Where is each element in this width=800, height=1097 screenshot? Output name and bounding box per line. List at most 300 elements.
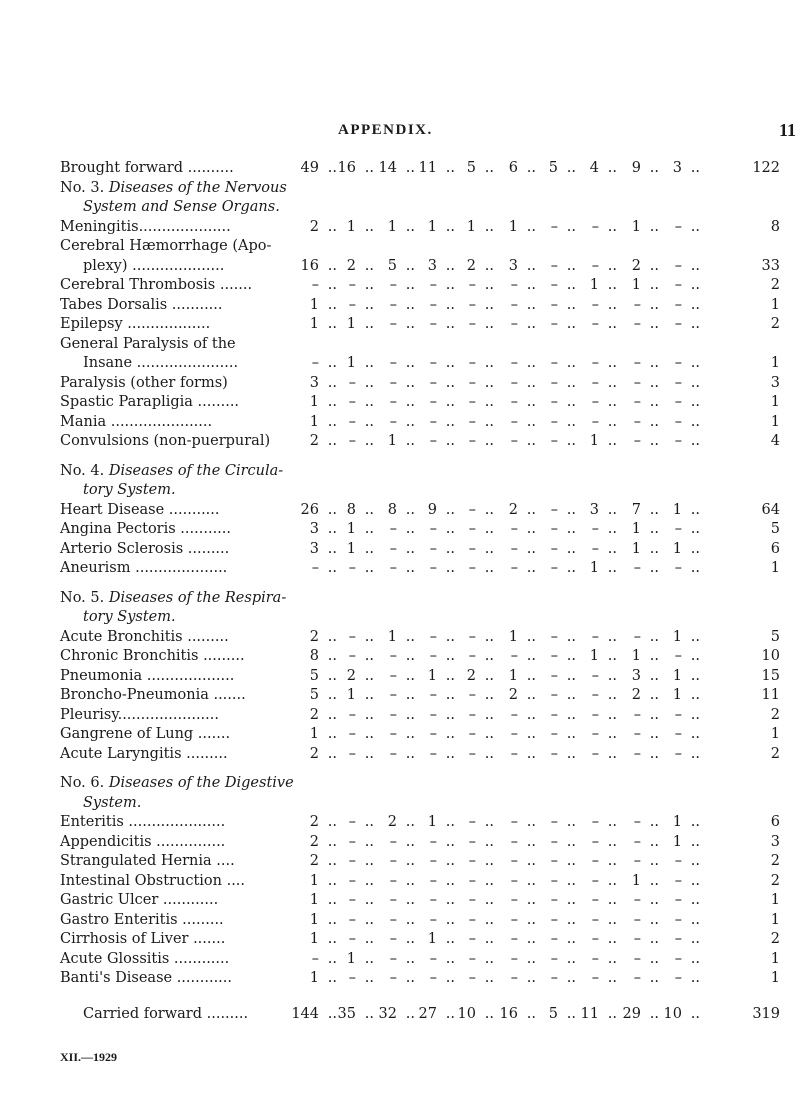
- cell-separator: ..: [690, 433, 700, 449]
- cell-separator: ..: [566, 521, 576, 537]
- table-row: [60, 628, 780, 648]
- cell-value: 2: [466, 257, 476, 274]
- cell-value: –: [389, 355, 397, 371]
- table-row: [60, 872, 780, 892]
- cell-value: –: [311, 560, 319, 576]
- row-label: Chronic Bronchitis .........: [60, 648, 245, 664]
- cell-separator: ..: [364, 355, 374, 371]
- section-heading-text: [60, 589, 286, 609]
- cell-value: –: [389, 911, 397, 928]
- cell-separator: ..: [445, 413, 455, 430]
- cell-value: 14: [378, 160, 397, 176]
- cell-separator: ..: [566, 745, 576, 762]
- cell-separator: ..: [607, 911, 617, 928]
- cell-separator: ..: [484, 667, 494, 684]
- cell-value: –: [591, 706, 599, 723]
- cell-separator: ..: [526, 521, 536, 537]
- cell-value: –: [633, 706, 641, 723]
- row-total: 1: [770, 892, 780, 908]
- section-title: Diseases of the Nervous: [108, 179, 287, 196]
- cell-value: –: [550, 413, 558, 430]
- cell-separator: ..: [607, 355, 617, 371]
- cell-separator: ..: [364, 745, 374, 762]
- cell-value: –: [510, 560, 518, 576]
- cell-value: –: [591, 911, 599, 928]
- row-label: Strangulated Hernia ....: [60, 853, 235, 869]
- cell-value: –: [591, 257, 599, 274]
- cell-value: 5: [466, 160, 476, 176]
- cell-separator: ..: [566, 706, 576, 723]
- cell-value: –: [674, 560, 682, 576]
- cell-value: –: [510, 433, 518, 449]
- cell-separator: ..: [566, 872, 576, 889]
- cell-value: –: [674, 892, 682, 908]
- cell-value: –: [674, 355, 682, 371]
- cell-separator: ..: [607, 872, 617, 889]
- cell-value: –: [591, 628, 599, 645]
- cell-value: –: [674, 433, 682, 449]
- cell-separator: ..: [405, 433, 415, 449]
- cell-separator: ..: [405, 853, 415, 869]
- cell-separator: ..: [566, 833, 576, 850]
- cell-value: 4: [589, 160, 599, 176]
- row-label: Pneumonia ...................: [60, 667, 235, 684]
- cell-separator: ..: [445, 160, 455, 176]
- cell-separator: ..: [484, 394, 494, 410]
- cell-separator: ..: [484, 277, 494, 293]
- row-label: Broncho-Pneumonia .......: [60, 687, 246, 703]
- cell-separator: ..: [405, 521, 415, 537]
- row-label: Acute Bronchitis .........: [60, 628, 229, 645]
- cell-separator: ..: [405, 745, 415, 762]
- cell-separator: ..: [690, 218, 700, 235]
- table-row: [60, 276, 780, 296]
- cell-value: 2: [508, 501, 518, 518]
- cell-separator: ..: [607, 540, 617, 557]
- row-total: 1: [770, 413, 780, 430]
- cell-value: –: [468, 560, 476, 576]
- cell-value: 9: [427, 501, 437, 518]
- cell-value: 1: [309, 413, 319, 430]
- cell-separator: ..: [649, 833, 659, 850]
- cell-separator: ..: [690, 355, 700, 371]
- cell-value: 2: [387, 814, 397, 830]
- cell-separator: ..: [445, 970, 455, 986]
- section-title-continued: System and Sense Organs.: [83, 199, 280, 215]
- row-label: Cerebral Thrombosis .......: [60, 277, 253, 293]
- cell-separator: ..: [526, 687, 536, 703]
- cell-separator: ..: [649, 355, 659, 371]
- cell-value: 1: [346, 218, 356, 235]
- cell-separator: ..: [526, 277, 536, 293]
- cell-value: –: [348, 726, 356, 742]
- cell-value: –: [591, 413, 599, 430]
- row-values: [297, 257, 780, 277]
- cell-separator: ..: [690, 970, 700, 986]
- cell-separator: ..: [690, 853, 700, 869]
- cell-value: 2: [466, 667, 476, 684]
- cell-value: –: [674, 374, 682, 391]
- cell-separator: ..: [690, 726, 700, 742]
- cell-separator: ..: [405, 872, 415, 889]
- cell-value: –: [389, 296, 397, 313]
- row-total: 319: [752, 1005, 780, 1022]
- cell-separator: ..: [484, 296, 494, 313]
- cell-separator: ..: [484, 726, 494, 742]
- cell-value: –: [591, 374, 599, 391]
- brought-forward-row: [60, 159, 780, 179]
- cell-separator: ..: [364, 814, 374, 830]
- table-row-label: [60, 237, 780, 257]
- cell-value: 1: [309, 316, 319, 332]
- cell-separator: ..: [607, 745, 617, 762]
- cell-separator: ..: [445, 911, 455, 928]
- table-row: [60, 354, 780, 374]
- cell-separator: ..: [445, 950, 455, 967]
- cell-separator: ..: [484, 970, 494, 986]
- cell-separator: ..: [607, 931, 617, 947]
- cell-value: –: [674, 931, 682, 947]
- cell-value: –: [468, 970, 476, 986]
- row-label: Acute Glossitis ............: [60, 950, 230, 967]
- cell-separator: ..: [405, 892, 415, 908]
- cell-value: –: [389, 540, 397, 557]
- cell-separator: ..: [649, 950, 659, 967]
- row-values: [297, 930, 780, 950]
- cell-value: 27: [418, 1005, 437, 1022]
- cell-separator: ..: [327, 745, 337, 762]
- cell-separator: ..: [405, 540, 415, 557]
- cell-separator: ..: [445, 648, 455, 664]
- cell-separator: ..: [484, 433, 494, 449]
- cell-value: 1: [427, 218, 437, 235]
- section-number: No. 6.: [60, 775, 105, 791]
- cell-separator: ..: [405, 218, 415, 235]
- row-total: 6: [770, 540, 780, 557]
- cell-value: –: [591, 853, 599, 869]
- cell-separator: ..: [364, 892, 374, 908]
- cell-value: 3: [309, 521, 319, 537]
- cell-value: –: [429, 853, 437, 869]
- cell-separator: ..: [484, 560, 494, 576]
- cell-separator: ..: [445, 1005, 455, 1022]
- cell-separator: ..: [607, 667, 617, 684]
- cell-separator: ..: [405, 277, 415, 293]
- cell-separator: ..: [405, 814, 415, 830]
- cell-value: –: [429, 296, 437, 313]
- cell-value: –: [429, 892, 437, 908]
- table-row: [60, 296, 780, 316]
- cell-value: –: [468, 628, 476, 645]
- row-total: 5: [770, 628, 780, 645]
- cell-separator: ..: [484, 911, 494, 928]
- cell-separator: ..: [327, 667, 337, 684]
- cell-separator: ..: [690, 892, 700, 908]
- cell-value: –: [510, 540, 518, 557]
- cell-value: –: [510, 931, 518, 947]
- row-label: Intestinal Obstruction ....: [60, 872, 246, 889]
- cell-separator: ..: [327, 560, 337, 576]
- section-heading-text: [60, 774, 294, 794]
- cell-value: –: [389, 872, 397, 889]
- cell-separator: ..: [649, 667, 659, 684]
- cell-value: 26: [300, 501, 319, 518]
- cell-value: –: [550, 521, 558, 537]
- cell-value: –: [674, 745, 682, 762]
- row-values: [297, 911, 780, 931]
- cell-value: –: [591, 316, 599, 332]
- cell-separator: ..: [607, 950, 617, 967]
- cell-value: 1: [346, 950, 356, 967]
- cell-separator: ..: [649, 1005, 659, 1022]
- cell-separator: ..: [526, 892, 536, 908]
- cell-value: –: [633, 911, 641, 928]
- cell-separator: ..: [690, 706, 700, 723]
- row-label: Pleurisy......................: [60, 706, 219, 723]
- cell-value: –: [510, 374, 518, 391]
- cell-separator: ..: [526, 1005, 536, 1022]
- cell-value: –: [389, 931, 397, 947]
- cell-separator: ..: [364, 501, 374, 518]
- cell-value: –: [429, 745, 437, 762]
- cell-value: 1: [672, 628, 682, 645]
- cell-value: –: [550, 833, 558, 850]
- table-row: [60, 725, 780, 745]
- cell-separator: ..: [405, 296, 415, 313]
- cell-separator: ..: [566, 970, 576, 986]
- cell-separator: ..: [526, 833, 536, 850]
- cell-separator: ..: [445, 872, 455, 889]
- cell-value: 1: [427, 814, 437, 830]
- cell-value: –: [348, 296, 356, 313]
- cell-value: –: [550, 950, 558, 967]
- row-total: 1: [770, 950, 780, 967]
- cell-separator: ..: [484, 501, 494, 518]
- cell-value: –: [591, 833, 599, 850]
- cell-value: –: [550, 970, 558, 986]
- cell-separator: ..: [327, 853, 337, 869]
- cell-value: –: [348, 970, 356, 986]
- cell-value: –: [550, 931, 558, 947]
- cell-value: –: [348, 628, 356, 645]
- cell-value: –: [633, 726, 641, 742]
- cell-separator: ..: [364, 950, 374, 967]
- cell-value: –: [468, 931, 476, 947]
- cell-separator: ..: [484, 355, 494, 371]
- cell-separator: ..: [405, 950, 415, 967]
- cell-value: 5: [548, 1005, 558, 1022]
- row-label: Gangrene of Lung .......: [60, 726, 231, 742]
- cell-value: –: [348, 560, 356, 576]
- row-label: Brought forward ..........: [60, 160, 234, 176]
- cell-separator: ..: [607, 394, 617, 410]
- cell-value: –: [550, 872, 558, 889]
- cell-separator: ..: [364, 277, 374, 293]
- cell-value: 11: [580, 1005, 599, 1022]
- cell-value: –: [429, 726, 437, 742]
- cell-value: –: [348, 931, 356, 947]
- cell-separator: ..: [364, 394, 374, 410]
- cell-separator: ..: [690, 687, 700, 703]
- cell-value: –: [468, 277, 476, 293]
- cell-separator: ..: [690, 667, 700, 684]
- cell-value: –: [633, 970, 641, 986]
- row-values: [297, 218, 780, 238]
- mortality-table: [60, 159, 780, 1024]
- table-row: [60, 667, 780, 687]
- cell-separator: ..: [566, 853, 576, 869]
- section-heading-continued: [60, 608, 780, 628]
- cell-value: 2: [309, 853, 319, 869]
- cell-value: –: [633, 394, 641, 410]
- cell-value: –: [468, 911, 476, 928]
- cell-value: 2: [309, 628, 319, 645]
- row-label: Aneurism ....................: [60, 560, 228, 576]
- cell-separator: ..: [607, 316, 617, 332]
- cell-separator: ..: [327, 277, 337, 293]
- cell-separator: ..: [484, 374, 494, 391]
- row-label: General Paralysis of the: [60, 335, 236, 352]
- cell-separator: ..: [526, 160, 536, 176]
- cell-value: –: [674, 394, 682, 410]
- cell-separator: ..: [649, 560, 659, 576]
- row-total: 5: [770, 521, 780, 537]
- cell-separator: ..: [327, 1005, 337, 1022]
- cell-value: 1: [346, 540, 356, 557]
- cell-separator: ..: [526, 355, 536, 371]
- cell-separator: ..: [364, 667, 374, 684]
- cell-value: –: [550, 667, 558, 684]
- row-total: 10: [761, 648, 780, 664]
- row-values: [297, 559, 780, 579]
- cell-separator: ..: [526, 413, 536, 430]
- table-row: [60, 950, 780, 970]
- cell-value: –: [633, 745, 641, 762]
- cell-value: –: [510, 277, 518, 293]
- cell-value: –: [468, 501, 476, 518]
- cell-separator: ..: [607, 833, 617, 850]
- cell-separator: ..: [364, 628, 374, 645]
- cell-value: –: [510, 521, 518, 537]
- cell-separator: ..: [327, 628, 337, 645]
- section-heading: [60, 589, 780, 609]
- cell-separator: ..: [445, 814, 455, 830]
- cell-value: –: [591, 521, 599, 537]
- cell-value: –: [674, 257, 682, 274]
- cell-value: 6: [508, 160, 518, 176]
- row-total: 4: [770, 433, 780, 449]
- cell-value: –: [348, 853, 356, 869]
- cell-value: –: [633, 853, 641, 869]
- cell-value: –: [429, 560, 437, 576]
- cell-value: –: [348, 648, 356, 664]
- cell-value: –: [633, 950, 641, 967]
- row-label: Meningitis....................: [60, 218, 231, 235]
- cell-separator: ..: [566, 814, 576, 830]
- row-total: 1: [770, 296, 780, 313]
- section-heading-continued: [60, 198, 780, 218]
- cell-separator: ..: [327, 892, 337, 908]
- table-row: [60, 257, 780, 277]
- cell-value: –: [348, 911, 356, 928]
- cell-separator: ..: [327, 540, 337, 557]
- cell-value: –: [468, 872, 476, 889]
- cell-separator: ..: [690, 374, 700, 391]
- cell-separator: ..: [566, 726, 576, 742]
- cell-separator: ..: [526, 931, 536, 947]
- cell-separator: ..: [484, 521, 494, 537]
- section-title: Diseases of the Respira-: [108, 589, 287, 606]
- cell-value: –: [591, 667, 599, 684]
- table-row: [60, 891, 780, 911]
- cell-separator: ..: [690, 911, 700, 928]
- section-heading: [60, 462, 780, 482]
- cell-separator: ..: [484, 950, 494, 967]
- cell-separator: ..: [649, 892, 659, 908]
- table-row: [60, 393, 780, 413]
- cell-value: –: [591, 540, 599, 557]
- cell-value: –: [468, 433, 476, 449]
- row-label: Gastro Enteritis .........: [60, 911, 224, 928]
- cell-value: 1: [508, 218, 518, 235]
- cell-separator: ..: [649, 160, 659, 176]
- cell-value: –: [468, 355, 476, 371]
- row-label: Carried forward .........: [83, 1005, 249, 1022]
- cell-value: –: [389, 374, 397, 391]
- cell-separator: ..: [649, 745, 659, 762]
- cell-separator: ..: [649, 540, 659, 557]
- cell-value: 2: [309, 218, 319, 235]
- cell-value: –: [633, 355, 641, 371]
- cell-separator: ..: [364, 521, 374, 537]
- cell-separator: ..: [405, 316, 415, 332]
- cell-value: –: [591, 892, 599, 908]
- cell-separator: ..: [405, 501, 415, 518]
- cell-separator: ..: [327, 160, 337, 176]
- cell-value: –: [674, 277, 682, 293]
- cell-separator: ..: [364, 257, 374, 274]
- cell-value: 2: [309, 706, 319, 723]
- cell-separator: ..: [405, 726, 415, 742]
- cell-value: –: [591, 218, 599, 235]
- cell-value: –: [311, 355, 319, 371]
- cell-value: –: [510, 296, 518, 313]
- cell-value: –: [389, 745, 397, 762]
- cell-separator: ..: [649, 931, 659, 947]
- cell-separator: ..: [364, 218, 374, 235]
- cell-value: –: [468, 316, 476, 332]
- cell-separator: ..: [327, 501, 337, 518]
- row-values: [297, 950, 780, 970]
- cell-separator: ..: [607, 501, 617, 518]
- cell-value: –: [429, 355, 437, 371]
- row-total: 1: [770, 560, 780, 576]
- cell-value: –: [550, 726, 558, 742]
- cell-value: 1: [309, 872, 319, 889]
- cell-value: –: [633, 413, 641, 430]
- cell-value: –: [429, 648, 437, 664]
- cell-separator: ..: [607, 218, 617, 235]
- row-values: [297, 745, 780, 765]
- cell-value: –: [468, 833, 476, 850]
- cell-value: –: [389, 950, 397, 967]
- cell-separator: ..: [327, 706, 337, 723]
- cell-separator: ..: [364, 540, 374, 557]
- cell-separator: ..: [445, 745, 455, 762]
- cell-value: –: [429, 706, 437, 723]
- cell-value: –: [468, 394, 476, 410]
- cell-separator: ..: [364, 316, 374, 332]
